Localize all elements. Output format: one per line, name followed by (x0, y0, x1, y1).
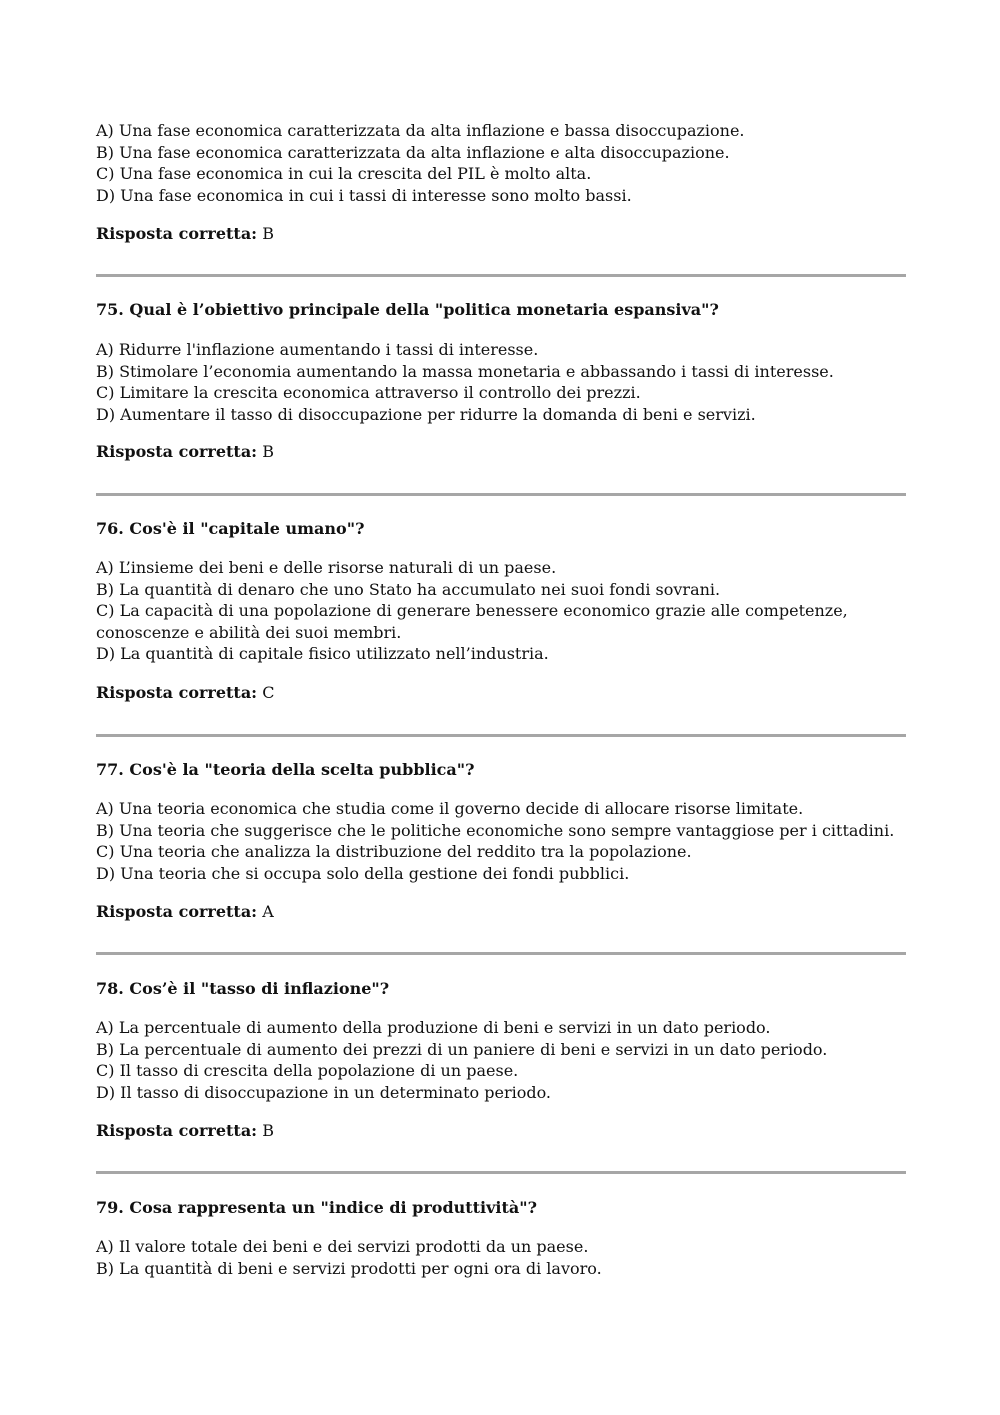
answer-label: Risposta corretta: (96, 442, 258, 461)
option-c: C) Il tasso di crescita della popolazione di un paese. (96, 1061, 519, 1080)
separator (96, 952, 906, 955)
separator (96, 274, 906, 277)
question-75-options (96, 339, 906, 425)
question-74-answer (96, 223, 906, 245)
question-78-title: 78. Cos’è il "tasso di inflazione"? (96, 979, 390, 998)
separator (96, 734, 906, 737)
separator (96, 493, 906, 496)
question-78-options (96, 1017, 906, 1103)
answer-label: Risposta corretta: (96, 224, 258, 243)
option-c: C) Una fase economica in cui la crescita del PIL è molto alta. (96, 164, 592, 183)
option-b: B) La percentuale di aumento dei prezzi di un paniere di beni e servizi in un dato periodo. (96, 1039, 828, 1059)
question-79-options (96, 1236, 906, 1279)
option-b: B) Stimolare l’economia aumentando la massa monetaria e abbassando i tassi di interesse. (96, 361, 834, 381)
option-a: A) L’insieme dei beni e delle risorse naturali di un paese. (96, 558, 557, 577)
option-c-continued: conoscenze e abilità dei suoi membri. (96, 622, 402, 642)
answer-value: B (262, 1121, 274, 1140)
question-79-title: 79. Cosa rappresenta un "indice di produttività"? (96, 1198, 537, 1217)
question-75-answer (96, 441, 906, 463)
option-b: B) Una teoria che suggerisce che le politiche economiche sono sempre vantaggiose per i cittadini. (96, 820, 895, 840)
option-a: A) La percentuale di aumento della produzione di beni e servizi in un dato periodo. (96, 1018, 771, 1037)
option-a: A) Il valore totale dei beni e dei servizi prodotti da un paese. (96, 1237, 589, 1256)
option-d: D) Il tasso di disoccupazione in un determinato periodo. (96, 1082, 552, 1102)
option-b: B) La quantità di beni e servizi prodotti per ogni ora di lavoro. (96, 1258, 602, 1278)
option-b: B) Una fase economica caratterizzata da alta inflazione e alta disoccupazione. (96, 142, 730, 162)
option-b: B) La quantità di denaro che uno Stato ha accumulato nei suoi fondi sovrani. (96, 579, 721, 599)
question-78-answer (96, 1120, 906, 1142)
option-d: D) Aumentare il tasso di disoccupazione per ridurre la domanda di beni e servizi. (96, 404, 756, 424)
separator (96, 1171, 906, 1174)
question-76-options (96, 557, 906, 665)
answer-label: Risposta corretta: (96, 683, 258, 702)
question-74-options (96, 120, 906, 206)
option-c: C) Limitare la crescita economica attraverso il controllo dei prezzi. (96, 383, 641, 402)
option-a: A) Una fase economica caratterizzata da alta inflazione e bassa disoccupazione. (96, 121, 745, 140)
answer-value: B (262, 442, 274, 461)
option-c: C) Una teoria che analizza la distribuzione del reddito tra la popolazione. (96, 842, 692, 861)
option-d: D) Una fase economica in cui i tassi di interesse sono molto bassi. (96, 185, 632, 205)
question-76-answer (96, 682, 906, 704)
option-d: D) La quantità di capitale fisico utilizzato nell’industria. (96, 644, 549, 663)
question-76-title: 76. Cos'è il "capitale umano"? (96, 519, 365, 538)
answer-value: C (262, 683, 275, 702)
question-77-answer (96, 901, 906, 923)
answer-value: A (262, 902, 274, 921)
question-77-options (96, 798, 906, 884)
option-a: A) Ridurre l'inflazione aumentando i tassi di interesse. (96, 340, 539, 359)
question-77-title: 77. Cos'è la "teoria della scelta pubblica"? (96, 760, 475, 779)
answer-label: Risposta corretta: (96, 1121, 258, 1140)
option-c: C) La capacità di una popolazione di generare benessere economico grazie alle competenze, (96, 601, 848, 620)
option-a: A) Una teoria economica che studia come il governo decide di allocare risorse limitate. (96, 799, 804, 818)
question-75-title: 75. Qual è l’obiettivo principale della "politica monetaria espansiva"? (96, 300, 719, 319)
answer-label: Risposta corretta: (96, 902, 258, 921)
option-d: D) Una teoria che si occupa solo della gestione dei fondi pubblici. (96, 863, 630, 883)
answer-value: B (262, 224, 274, 243)
